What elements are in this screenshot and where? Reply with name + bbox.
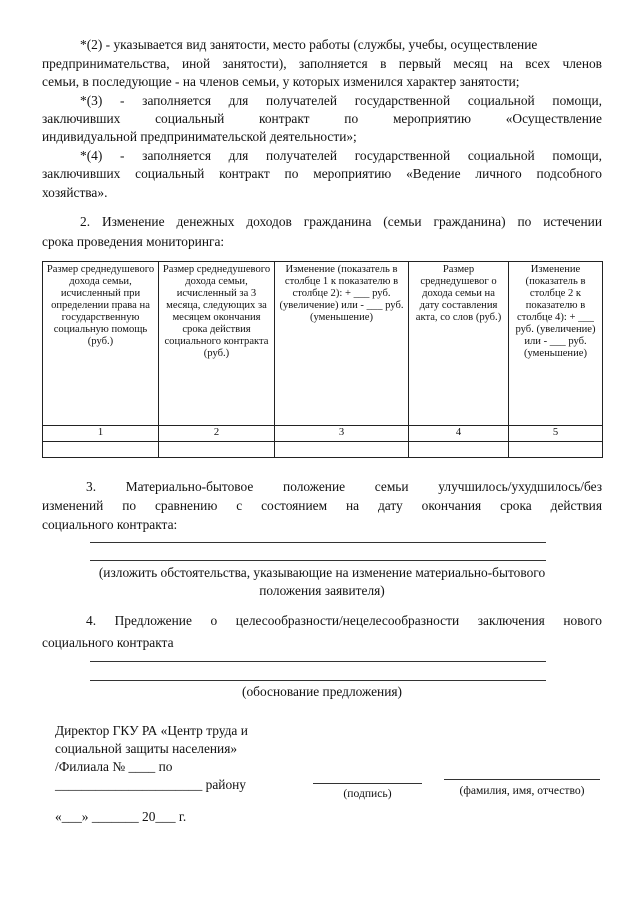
section-2-heading-line-2: срока проведения мониторинга: bbox=[42, 234, 225, 249]
section-3-note-line-1: (изложить обстоятельства, указывающие на изменение материально-бытового bbox=[98, 565, 546, 580]
column-number-2: 2 bbox=[159, 426, 275, 442]
signer-title-line-2: социальной защиты населения» bbox=[55, 741, 238, 756]
column-number-1: 1 bbox=[43, 426, 159, 442]
footnote-2-line-3: семьи, в последующие - на членов семьи, у которых изменился характер занятости; bbox=[42, 74, 520, 89]
section-4-fill-line-2 bbox=[90, 680, 546, 681]
section-4-fill-line-1 bbox=[90, 661, 546, 662]
footnote-4-line-2: заключивших социальный контракт по мероприятию «Ведение личного подсобного bbox=[42, 166, 602, 181]
column-number-4: 4 bbox=[409, 426, 509, 442]
full-name-caption: (фамилия, имя, отчество) bbox=[459, 784, 585, 797]
header-cell-4: Размер среднедушевог о дохода семьи на дату составления акта, со слов (руб.) bbox=[409, 262, 509, 426]
section-4-line-1: 4. Предложение о целесообразности/нецелесообразности заключения нового bbox=[86, 613, 602, 628]
table-cell bbox=[409, 442, 509, 458]
signer-title-line-3: /Филиала № ____ по bbox=[55, 759, 173, 774]
header-cell-1: Размер среднедушевого дохода семьи, исчисленный при определении права на государственную социальную помощь (руб.) bbox=[43, 262, 159, 426]
table-cell bbox=[275, 442, 409, 458]
footnote-3-line-2: заключивших социальный контракт по мероприятию «Осуществление bbox=[42, 111, 602, 126]
footnote-4-line-1: *(4) - заполняется для получателей государственной социальной помощи, bbox=[80, 148, 602, 163]
footnote-3-line-3: индивидуальной предпринимательской деятельности»; bbox=[42, 129, 357, 144]
footnote-2-line-1: *(2) - указывается вид занятости, место работы (службы, учебы, осуществление bbox=[80, 37, 538, 52]
full-name-line bbox=[444, 779, 600, 780]
date-line: «___» _______ 20___ г. bbox=[55, 809, 187, 824]
section-3-line-2: изменений по сравнению с состоянием на дату окончания срока действия bbox=[42, 498, 602, 513]
table-number-row bbox=[43, 426, 603, 442]
signer-district-line: ______________________ району bbox=[55, 777, 247, 792]
section-3-line-1: 3. Материально-бытовое положение семьи улучшилось/ухудшилось/без bbox=[86, 479, 602, 494]
table-cell bbox=[159, 442, 275, 458]
header-cell-5: Изменение (показатель в столбце 2 к показателю в столбце 4): + ___ руб. (увеличение) или - ___ руб. (уменьшение) bbox=[509, 262, 603, 426]
section-3-note-line-2: положения заявителя) bbox=[259, 583, 385, 598]
column-number-5: 5 bbox=[509, 426, 603, 442]
footnote-2-line-2: предпринимательства, иной занятости), заполняется в первый месяц на всех членов bbox=[42, 56, 602, 71]
signer-title-line-1: Директор ГКУ РА «Центр труда и bbox=[55, 723, 248, 738]
section-3-line-3: социального контракта: bbox=[42, 517, 178, 532]
signature-caption: (подпись) bbox=[343, 787, 392, 800]
table-cell bbox=[43, 442, 159, 458]
section-3-fill-line-2 bbox=[90, 560, 546, 561]
footnote-4-line-3: хозяйства». bbox=[42, 185, 108, 200]
section-2-heading-line-1: 2. Изменение денежных доходов гражданина (семьи гражданина) по истечении bbox=[80, 214, 602, 229]
footnote-3-line-1: *(3) - заполняется для получателей государственной социальной помощи, bbox=[80, 93, 602, 108]
income-change-table bbox=[42, 261, 603, 458]
table-cell bbox=[509, 442, 603, 458]
signature-line bbox=[313, 783, 422, 784]
section-4-line-2: социального контракта bbox=[42, 635, 174, 650]
header-cell-3: Изменение (показатель в столбце 1 к показателю в столбце 2): + ___ руб. (увеличение) или - ___ руб. (уменьшение) bbox=[275, 262, 409, 426]
table-header-row bbox=[43, 262, 603, 426]
table-empty-row bbox=[43, 442, 603, 458]
section-4-note: (обоснование предложения) bbox=[242, 684, 402, 699]
header-cell-2: Размер среднедушевого дохода семьи, исчисленный за 3 месяца, следующих за месяцем окончания срока действия социального контракта (руб.) bbox=[159, 262, 275, 426]
section-3-fill-line-1 bbox=[90, 542, 546, 543]
column-number-3: 3 bbox=[275, 426, 409, 442]
